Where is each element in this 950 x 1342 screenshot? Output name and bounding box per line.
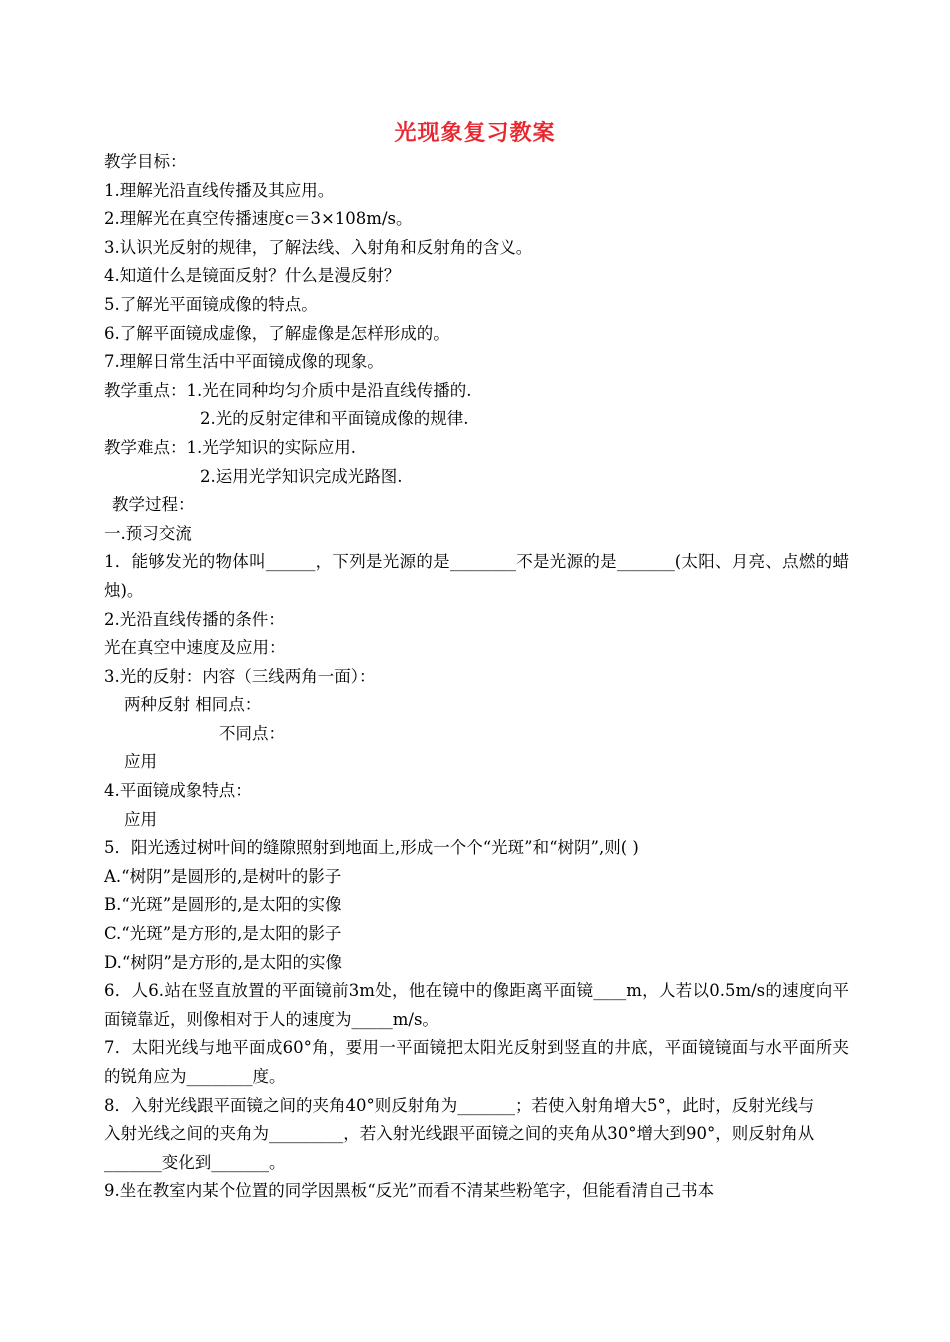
section-heading-process: 教学过程：	[112, 495, 195, 515]
objective-6: 6.了解平面镜成虚像，了解虚像是怎样形成的。	[104, 323, 450, 343]
difficulties-1: 教学难点：1.光学知识的实际应用.	[104, 437, 356, 457]
question-5-option-a: A.“树阴”是圆形的,是树叶的影子	[104, 866, 342, 886]
objective-1: 1.理解光沿直线传播及其应用。	[104, 180, 335, 200]
document-body	[104, 148, 849, 1206]
section-heading-objectives: 教学目标：	[104, 152, 187, 171]
question-4: 4.平面镜成象特点：	[104, 781, 252, 801]
objective-5: 5.了解光平面镜成像的特点。	[104, 294, 318, 314]
key-points-2: 2.光的反射定律和平面镜成像的规律.	[200, 409, 469, 429]
question-3-application: 应用	[124, 752, 157, 772]
question-3: 3.光的反射：内容（三线两角一面）：	[104, 666, 376, 686]
question-5: 5．阳光透过树叶间的缝隙照射到地面上,形成一个个“光斑”和“树阴”,则( )	[104, 838, 639, 858]
question-3-two-reflections: 两种反射 相同点：	[124, 695, 262, 715]
question-8-part-1: 8．入射光线跟平面镜之间的夹角40°则反射角为_______；若使入射角增大5°，此时，反射光线与	[104, 1095, 815, 1115]
question-1: 1．能够发光的物体叫______，下列是光源的是________不是光源的是_______(太阳、月亮、点燃的蜡烛)。	[104, 552, 849, 600]
question-5-option-d: D.“树阴”是方形的,是太阳的实像	[104, 952, 343, 972]
question-2-speed: 光在真空中速度及应用：	[104, 638, 286, 658]
objective-4: 4.知道什么是镜面反射？什么是漫反射？	[104, 266, 401, 286]
question-2: 2.光沿直线传播的条件：	[104, 609, 285, 629]
document-title: 光现象复习教案	[394, 121, 556, 146]
question-5-option-c: C.“光斑”是方形的,是太阳的影子	[104, 924, 342, 944]
question-8-part-2: 入射光线之间的夹角为_________，若入射光线跟平面镜之间的夹角从30°增大到90°，则反射角从_______变化到_______。	[104, 1124, 815, 1172]
question-9: 9.坐在教室内某个位置的同学因黑板“反光”而看不清某些粉笔字，但能看清自己书本	[104, 1181, 715, 1201]
objective-3: 3.认识光反射的规律，了解法线、入射角和反射角的含义。	[104, 237, 533, 257]
key-points-1: 教学重点：1.光在同种均匀介质中是沿直线传播的.	[104, 380, 472, 400]
question-4-application: 应用	[124, 809, 157, 829]
objective-7: 7.理解日常生活中平面镜成像的现象。	[104, 352, 384, 372]
question-3-differences: 不同点：	[219, 723, 285, 743]
question-7: 7．太阳光线与地平面成60°角，要用一平面镜把太阳光反射到竖直的井底，平面镜镜面与水平面所夹的锐角应为________度。	[104, 1038, 849, 1086]
difficulties-2: 2.运用光学知识完成光路图.	[200, 466, 403, 486]
question-6: 6．人6.站在竖直放置的平面镜前3m处，他在镜中的像距离平面镜____m，人若以0.5m/s的速度向平面镜靠近，则像相对于人的速度为_____m/s。	[104, 981, 849, 1029]
section-heading-preview: 一.预习交流	[104, 523, 192, 543]
question-5-option-b: B.“光斑”是圆形的,是太阳的实像	[104, 895, 342, 915]
objective-2: 2.理解光在真空传播速度c＝3×108m/s。	[104, 209, 413, 229]
